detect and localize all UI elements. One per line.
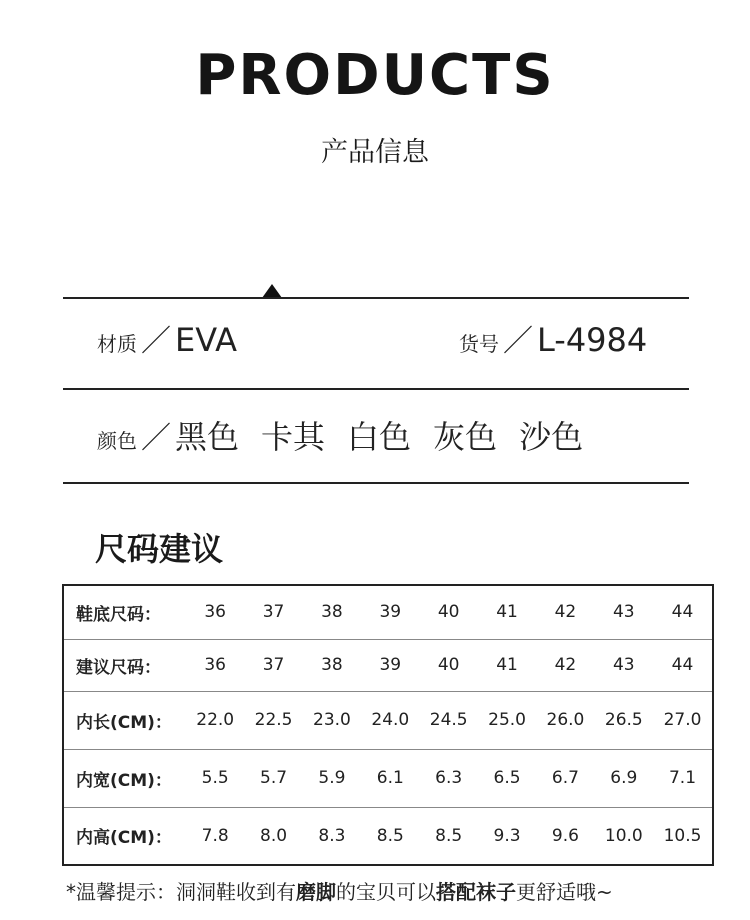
page-title: PRODUCTS (195, 43, 555, 108)
tip-note (66, 876, 613, 905)
sku-label: 货号 (459, 332, 499, 356)
color-list (175, 412, 583, 458)
table-cell: 43 (612, 602, 635, 623)
color-option: 灰色 (433, 418, 498, 456)
table-cell: 40 (437, 602, 460, 623)
table-cell: 44 (653, 639, 713, 691)
table-cell: 9.6 (536, 807, 594, 865)
table-cell: 9.3 (478, 807, 536, 865)
table-cell: 42 (536, 639, 594, 691)
color-label: 颜色 (97, 429, 137, 453)
divider (63, 388, 689, 390)
table-cell: 5.9 (303, 749, 361, 807)
tip-emphasis-2: 搭配袜子 (436, 880, 516, 904)
triangle-marker-icon (262, 284, 282, 298)
table-cell: 38 (321, 602, 343, 623)
sku-value: L-4984 (537, 321, 648, 359)
table-cell: 6.9 (595, 749, 653, 807)
tip-emphasis-1: 磨脚 (296, 880, 336, 904)
tip-middle: 的宝贝可以 (336, 880, 436, 904)
table-cell: 22.0 (186, 691, 244, 749)
table-row (63, 691, 713, 749)
table-cell: 6.3 (420, 749, 478, 807)
table-cell: 6.1 (361, 749, 419, 807)
table-cell: 24.0 (361, 691, 419, 749)
table-cell: 22.5 (244, 691, 302, 749)
table-cell: 10.5 (653, 807, 713, 865)
table-cell: 44 (671, 602, 694, 623)
tip-suffix: 更舒适哦~ (516, 880, 613, 904)
divider (63, 297, 689, 299)
material-value: EVA (175, 321, 237, 359)
table-cell: 5.7 (244, 749, 302, 807)
table-cell: 7.8 (186, 807, 244, 865)
table-cell: 6.7 (536, 749, 594, 807)
table-cell: 8.0 (244, 807, 302, 865)
color-option: 沙色 (519, 418, 584, 456)
table-row (63, 807, 713, 865)
row-label: 鞋底尺码： (76, 604, 161, 625)
size-section-title: 尺码建议 (95, 530, 224, 568)
color-option: 白色 (347, 418, 412, 456)
table-cell: 7.1 (653, 749, 713, 807)
row-label: 建议尺码： (63, 639, 186, 691)
material-row (97, 316, 237, 360)
row-label: 内宽(CM)： (63, 749, 186, 807)
color-option: 卡其 (261, 418, 326, 456)
table-cell: 36 (186, 639, 244, 691)
separator: ／ (503, 324, 533, 359)
table-row (63, 585, 713, 639)
table-cell: 39 (361, 639, 419, 691)
table-cell: 5.5 (186, 749, 244, 807)
table-cell: 26.5 (595, 691, 653, 749)
page-subtitle: 产品信息 (321, 137, 429, 168)
sku-row (459, 316, 647, 360)
table-cell: 23.0 (303, 691, 361, 749)
table-cell: 42 (554, 602, 577, 623)
table-cell: 8.5 (420, 807, 478, 865)
table-row (63, 639, 713, 691)
table-cell: 8.3 (303, 807, 361, 865)
color-row (97, 412, 583, 458)
table-cell: 8.5 (361, 807, 419, 865)
table-row (63, 749, 713, 807)
table-cell: 43 (595, 639, 653, 691)
divider (63, 482, 689, 484)
table-cell: 41 (478, 639, 536, 691)
table-cell: 6.5 (478, 749, 536, 807)
material-label: 材质 (97, 332, 137, 356)
table-cell: 39 (379, 602, 402, 623)
color-option: 黑色 (175, 418, 240, 456)
table-cell: 37 (262, 602, 285, 623)
table-cell: 26.0 (536, 691, 594, 749)
table-cell: 41 (496, 602, 518, 623)
table-cell: 10.0 (595, 807, 653, 865)
table-cell: 38 (303, 639, 361, 691)
table-cell: 40 (420, 639, 478, 691)
table-cell: 24.5 (420, 691, 478, 749)
table-cell: 37 (244, 639, 302, 691)
table-cell: 27.0 (653, 691, 713, 749)
table-cell: 25.0 (478, 691, 536, 749)
row-label: 内长(CM)： (63, 691, 186, 749)
row-label: 内高(CM)： (63, 807, 186, 865)
separator: ／ (141, 324, 171, 359)
table-cell: 36 (204, 602, 226, 623)
size-table (62, 584, 714, 866)
separator: ／ (141, 421, 171, 456)
tip-prefix: *温馨提示：洞洞鞋收到有 (66, 880, 296, 904)
